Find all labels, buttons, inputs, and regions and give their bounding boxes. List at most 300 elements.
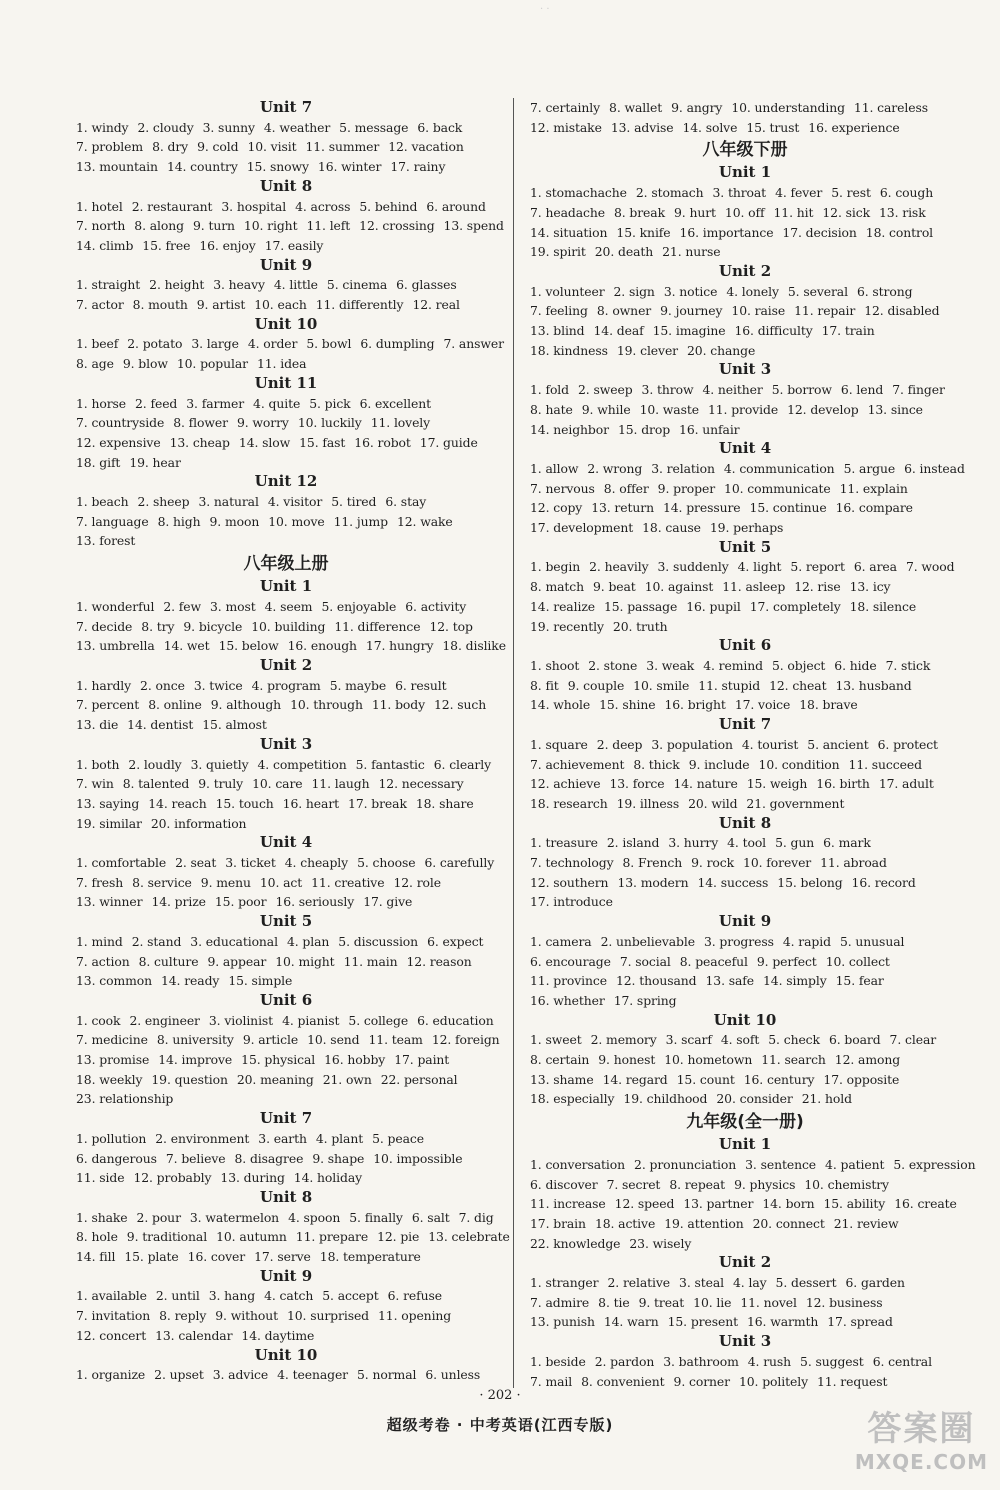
- answer-row: [76, 617, 496, 637]
- answer-item: 5. report: [790, 559, 845, 575]
- answer-item: 2. island: [606, 835, 660, 851]
- answer-item: 3. hang: [208, 1288, 256, 1304]
- answer-item: 6. glasses: [396, 277, 457, 293]
- answer-item: 16. seriously: [275, 894, 355, 910]
- answer-item: 19. hear: [129, 454, 181, 470]
- answer-item: 1. beside: [530, 1353, 586, 1369]
- answer-row: [530, 774, 960, 794]
- answer-row: [76, 932, 496, 952]
- answer-item: 16. record: [851, 874, 916, 890]
- answer-item: 13. partner: [683, 1196, 754, 1212]
- watermark-logo: [855, 1401, 988, 1474]
- answer-item: 10. hometown: [664, 1052, 753, 1068]
- answer-item: 9. honest: [598, 1052, 656, 1068]
- answer-item: 5. peace: [372, 1130, 424, 1146]
- unit-heading: Unit 7: [259, 1109, 313, 1128]
- answer-item: 18. silence: [849, 598, 917, 614]
- answer-item: 12. crossing: [359, 218, 435, 234]
- answer-item: 11. repair: [794, 303, 856, 319]
- answer-item: 14. neighbor: [530, 421, 609, 437]
- answer-item: 11. difference: [334, 618, 421, 634]
- answer-item: 20. truth: [612, 618, 668, 634]
- answer-item: 10. act: [259, 874, 303, 890]
- answer-item: 10. forever: [743, 855, 812, 871]
- answer-item: 19. childhood: [623, 1091, 708, 1107]
- answer-item: 14. whole: [530, 697, 591, 713]
- answer-item: 3. farmer: [186, 395, 245, 411]
- answer-item: 9. beat: [593, 579, 636, 595]
- answer-item: 10. popular: [176, 356, 248, 372]
- answer-item: 5. rest: [831, 185, 871, 201]
- answer-item: 13. forest: [76, 533, 136, 549]
- answer-item: 11. asleep: [722, 579, 786, 595]
- answer-item: 15. free: [142, 237, 191, 253]
- answer-item: 4. visitor: [267, 494, 323, 510]
- answer-item: 8. wallet: [609, 100, 663, 115]
- answer-row: [76, 873, 496, 893]
- answer-item: 5. suggest: [800, 1353, 864, 1369]
- answer-row: [76, 1129, 496, 1149]
- answer-item: 20. change: [687, 342, 756, 358]
- answer-item: 7. invitation: [76, 1308, 151, 1324]
- answer-item: 17. introduce: [530, 894, 613, 910]
- answer-item: 9. moon: [209, 513, 260, 529]
- answer-item: 5. discussion: [338, 933, 419, 949]
- answer-item: 6. unless: [425, 1367, 481, 1383]
- answer-item: 15. imagine: [652, 323, 726, 339]
- answer-item: 5. ancient: [807, 736, 869, 752]
- answer-row: [76, 1365, 496, 1385]
- answer-item: 3. suddenly: [657, 559, 729, 575]
- answer-item: 16. robot: [354, 434, 411, 450]
- answer-item: 19. similar: [76, 815, 142, 831]
- answer-item: 8. tie: [598, 1294, 630, 1310]
- answer-item: 13. punish: [530, 1314, 595, 1330]
- answer-item: 10. care: [252, 776, 303, 792]
- answer-item: 8. culture: [138, 953, 199, 969]
- answer-row: [76, 531, 496, 551]
- answer-row: [530, 853, 960, 873]
- answer-item: 7. dig: [458, 1209, 494, 1225]
- answer-row: [76, 512, 496, 532]
- answer-row: [530, 380, 960, 400]
- answer-item: 21. own: [322, 1071, 372, 1087]
- answer-item: 5. normal: [357, 1367, 417, 1383]
- answer-item: 1. stranger: [530, 1275, 599, 1291]
- answer-item: 1. straight: [76, 277, 141, 293]
- answer-item: 13. promise: [76, 1052, 150, 1068]
- answer-item: 17. break: [348, 795, 407, 811]
- answer-item: 3. population: [651, 736, 733, 752]
- answer-item: 23. wisely: [629, 1235, 692, 1251]
- answer-row: [530, 735, 960, 755]
- answer-item: 6. instead: [904, 460, 965, 476]
- answer-row: [76, 1227, 510, 1247]
- answer-item: 13. calendar: [155, 1327, 233, 1343]
- page-number: · 202 ·: [479, 1388, 521, 1403]
- answer-item: 3. relation: [651, 460, 715, 476]
- answer-item: 6. excellent: [359, 395, 431, 411]
- unit-heading: Unit 8: [259, 176, 313, 195]
- answer-item: 8. break: [613, 204, 665, 220]
- answer-item: 4. fever: [775, 185, 823, 201]
- answer-item: 9. without: [215, 1308, 278, 1324]
- answer-item: 3. hospital: [221, 198, 287, 214]
- answer-item: 12. such: [434, 697, 487, 713]
- answer-item: 1. volunteer: [530, 283, 605, 299]
- answer-item: 12. among: [834, 1052, 901, 1068]
- answer-item: 11. careless: [853, 100, 928, 115]
- answer-item: 4. seem: [264, 598, 313, 614]
- unit-heading: Unit 3: [718, 360, 772, 379]
- unit-heading: Unit 9: [718, 912, 772, 931]
- answer-row: [76, 1011, 496, 1031]
- answer-item: 14. wet: [163, 638, 210, 654]
- answer-item: 3. bathroom: [663, 1353, 739, 1369]
- answer-item: 13. cheap: [169, 434, 230, 450]
- answer-item: 9. hurt: [673, 204, 716, 220]
- answer-item: 3. hurry: [668, 835, 719, 851]
- answer-item: 13. celebrate: [428, 1229, 510, 1245]
- answer-row: [530, 873, 960, 893]
- answer-item: 11. jump: [333, 513, 388, 529]
- answer-item: 13. return: [591, 500, 654, 516]
- answer-item: 13. safe: [705, 973, 755, 989]
- unit-heading: Unit 1: [718, 1135, 772, 1154]
- answer-item: 9. truly: [198, 776, 244, 792]
- answer-item: 8. high: [157, 513, 201, 529]
- answer-item: 11. abroad: [820, 855, 887, 871]
- answer-item: 20. information: [150, 815, 247, 831]
- answer-item: 1. beef: [76, 336, 119, 352]
- answer-item: 18. weekly: [76, 1071, 143, 1087]
- answer-item: 12. necessary: [378, 776, 464, 792]
- answer-item: 16. pupil: [686, 598, 741, 614]
- answer-item: 7. answer: [443, 336, 504, 352]
- answer-item: 5. dessert: [775, 1275, 837, 1291]
- answer-item: 10. through: [290, 697, 363, 713]
- answer-item: 14. warn: [603, 1314, 659, 1330]
- answer-item: 9. menu: [200, 874, 251, 890]
- answer-item: 15. simple: [228, 973, 293, 989]
- answer-item: 10. chemistry: [804, 1176, 889, 1192]
- answer-item: 10. against: [644, 579, 714, 595]
- answer-item: 14. regard: [602, 1071, 668, 1087]
- answer-row: [530, 833, 960, 853]
- answer-item: 6. hide: [834, 657, 877, 673]
- answer-item: 4. neither: [702, 382, 763, 398]
- answer-row: [76, 118, 496, 138]
- answer-row: [530, 498, 960, 518]
- answer-item: 11. differently: [315, 297, 404, 313]
- unit-heading: Unit 10: [254, 314, 318, 333]
- answer-item: 15. ability: [823, 1196, 886, 1212]
- answer-item: 2. stomach: [635, 185, 704, 201]
- answer-item: 14. success: [697, 874, 769, 890]
- answer-item: 6. cough: [879, 185, 934, 201]
- answer-item: 7. north: [76, 218, 126, 234]
- answer-item: 8. French: [622, 855, 683, 871]
- answer-item: 8. convenient: [581, 1373, 665, 1389]
- answer-item: 18. active: [594, 1215, 656, 1231]
- answer-row: [76, 157, 496, 177]
- answer-item: 12. sick: [822, 204, 870, 220]
- answer-item: 9. article: [242, 1032, 299, 1048]
- answer-item: 12. top: [429, 618, 473, 634]
- answer-item: 4. remind: [703, 657, 763, 673]
- answer-item: 12. copy: [530, 500, 583, 516]
- answer-item: 16. unfair: [679, 421, 740, 437]
- answer-item: 4. lonely: [726, 283, 779, 299]
- answer-item: 15. touch: [215, 795, 274, 811]
- answer-item: 16. difficulty: [734, 323, 813, 339]
- answer-item: 13. during: [220, 1170, 285, 1186]
- answer-item: 10. communicate: [724, 480, 831, 496]
- answer-item: 18. brave: [799, 697, 858, 713]
- answer-item: 4. little: [273, 277, 318, 293]
- answer-item: 2. memory: [590, 1032, 657, 1048]
- answer-item: 13. risk: [879, 204, 926, 220]
- answer-item: 1. conversation: [530, 1156, 626, 1172]
- answer-item: 16. enjoy: [199, 237, 256, 253]
- answer-item: 18. especially: [530, 1091, 615, 1107]
- answer-item: 14. slow: [238, 434, 291, 450]
- answer-row: [530, 617, 960, 637]
- answer-item: 13. shame: [530, 1071, 594, 1087]
- answer-item: 2. pronunciation: [634, 1156, 737, 1172]
- answer-row: [76, 413, 496, 433]
- answer-item: 12. reason: [406, 953, 472, 969]
- unit-heading: Unit 2: [259, 655, 313, 674]
- answer-item: 17. decision: [782, 224, 857, 240]
- answer-row: [530, 1214, 960, 1234]
- answer-item: 15. passage: [603, 598, 678, 614]
- answer-item: 16. bright: [664, 697, 726, 713]
- answer-item: 8. service: [132, 874, 192, 890]
- answer-item: 5. pick: [309, 395, 351, 411]
- answer-item: 20. wild: [688, 795, 738, 811]
- answer-item: 9. journey: [660, 303, 723, 319]
- answer-row: [76, 295, 496, 315]
- answer-item: 12. disabled: [864, 303, 940, 319]
- answer-item: 12. wake: [396, 513, 453, 529]
- answer-row: [530, 1293, 960, 1313]
- answer-item: 11. lovely: [370, 415, 431, 431]
- answer-item: 9. rock: [691, 855, 735, 871]
- answer-item: 12. thousand: [615, 973, 697, 989]
- answer-item: 9. worry: [236, 415, 289, 431]
- answer-item: 10. waste: [639, 401, 699, 417]
- answer-item: 4. patient: [825, 1156, 885, 1172]
- answer-item: 18. kindness: [530, 342, 608, 358]
- answer-row: [530, 242, 960, 262]
- answer-item: 4. catch: [264, 1288, 314, 1304]
- answer-item: 16. create: [894, 1196, 957, 1212]
- answer-item: 16. importance: [679, 224, 774, 240]
- answer-item: 8. reply: [159, 1308, 207, 1324]
- answer-item: 6. lend: [840, 382, 884, 398]
- answer-item: 13. modern: [617, 874, 689, 890]
- answer-item: 1. beach: [76, 494, 129, 510]
- answer-item: 17. paint: [394, 1052, 450, 1068]
- answer-item: 9. include: [688, 756, 750, 772]
- answer-item: 7. clear: [889, 1032, 937, 1048]
- answer-item: 7. win: [76, 776, 114, 792]
- answer-item: 19. illness: [616, 795, 680, 811]
- answer-item: 11. search: [761, 1052, 826, 1068]
- answer-item: 17. easily: [264, 237, 324, 253]
- answer-item: 4. tourist: [741, 736, 799, 752]
- answer-item: 1. mind: [76, 933, 123, 949]
- answer-item: 14. holiday: [293, 1170, 363, 1186]
- answer-item: 11. opening: [378, 1308, 452, 1324]
- answer-item: 4. tool: [727, 835, 767, 851]
- unit-heading: Unit 4: [718, 439, 772, 458]
- answer-item: 10. luckily: [297, 415, 362, 431]
- answer-row: [76, 197, 496, 217]
- answer-row: [76, 952, 496, 972]
- answer-item: 14. situation: [530, 224, 608, 240]
- answer-item: 7. language: [76, 513, 149, 529]
- answer-item: 14. deaf: [593, 323, 644, 339]
- answer-item: 8. certain: [530, 1052, 590, 1068]
- answer-item: 19. spirit: [530, 244, 586, 260]
- answer-item: 7. countryside: [76, 415, 165, 431]
- answer-item: 6. result: [395, 677, 447, 693]
- answer-item: 9. proper: [657, 480, 716, 496]
- answer-item: 17. spring: [613, 992, 677, 1008]
- answer-item: 5. college: [348, 1012, 409, 1028]
- answer-item: 4. pianist: [282, 1012, 340, 1028]
- answer-item: 2. pour: [136, 1209, 181, 1225]
- answer-row: [76, 1050, 496, 1070]
- answer-row: [76, 236, 496, 256]
- answer-item: 7. headache: [530, 204, 605, 220]
- answer-row: [76, 1286, 496, 1306]
- answer-item: 17. hungry: [365, 638, 434, 654]
- answer-item: 8. repeat: [669, 1176, 726, 1192]
- answer-item: 12. real: [412, 297, 460, 313]
- watermark-url: MXQE.COM: [854, 1450, 988, 1474]
- unit-heading: Unit 10: [713, 1010, 777, 1029]
- answer-item: 8. thick: [633, 756, 680, 772]
- answer-row: [530, 400, 960, 420]
- answer-item: 3. heavy: [213, 277, 265, 293]
- answer-item: 14. fill: [76, 1249, 116, 1265]
- answer-item: 10. understanding: [731, 100, 845, 115]
- answer-item: 16. century: [743, 1071, 815, 1087]
- answer-row: [530, 1194, 960, 1214]
- answer-item: 7. certainly: [530, 100, 601, 115]
- answer-item: 15. weigh: [746, 776, 808, 792]
- answer-item: 17. voice: [734, 697, 791, 713]
- answer-row: [530, 597, 960, 617]
- answer-item: 14. improve: [158, 1052, 233, 1068]
- answer-item: 18. control: [865, 224, 934, 240]
- answer-row: [530, 1352, 960, 1372]
- answer-item: 10. raise: [731, 303, 786, 319]
- answer-item: 4. teenager: [277, 1367, 349, 1383]
- answer-item: 13. spend: [443, 218, 504, 234]
- answer-item: 18. gift: [76, 454, 121, 470]
- answer-row: [76, 715, 496, 735]
- answer-item: 15. plate: [124, 1249, 179, 1265]
- answer-item: 20. death: [594, 244, 654, 260]
- answer-row: [530, 1312, 960, 1332]
- answer-item: 1. organize: [76, 1367, 146, 1383]
- answer-item: 1. comfortable: [76, 855, 167, 871]
- answer-item: 7. social: [619, 953, 671, 969]
- answer-item: 2. relative: [607, 1275, 671, 1291]
- answer-item: 12. vacation: [388, 139, 464, 155]
- answer-item: 5. enjoyable: [321, 598, 397, 614]
- answer-item: 11. stupid: [698, 677, 761, 693]
- answer-item: 2. seat: [175, 855, 217, 871]
- answer-item: 1. available: [76, 1288, 147, 1304]
- answer-item: 1. square: [530, 736, 588, 752]
- answer-item: 11. idea: [256, 356, 307, 372]
- answer-item: 2. few: [163, 598, 202, 614]
- unit-heading: Unit 7: [718, 715, 772, 734]
- answer-item: 5. accept: [322, 1288, 379, 1304]
- answer-item: 7. achievement: [530, 756, 625, 772]
- answer-item: 11. side: [76, 1170, 125, 1186]
- answer-item: 23. relationship: [76, 1091, 174, 1107]
- answer-item: 10. politely: [738, 1373, 809, 1389]
- answer-item: 4. communication: [723, 460, 835, 476]
- answer-row: [76, 794, 496, 814]
- answer-row: [76, 137, 496, 157]
- answer-item: 15. physical: [241, 1052, 316, 1068]
- unit-heading: Unit 4: [259, 833, 313, 852]
- answer-row: [530, 479, 960, 499]
- answer-row: [530, 1175, 960, 1195]
- answer-item: 7. action: [76, 953, 130, 969]
- answer-row: [530, 1070, 960, 1090]
- unit-heading: Unit 12: [254, 472, 318, 491]
- answer-row: [76, 892, 496, 912]
- answer-item: 1. pollution: [76, 1130, 147, 1146]
- answer-item: 22. personal: [380, 1071, 458, 1087]
- answer-row: [530, 118, 960, 138]
- answer-item: 4. order: [247, 336, 298, 352]
- answer-item: 1. wonderful: [76, 598, 155, 614]
- answer-item: 2. height: [149, 277, 205, 293]
- answer-item: 2. cloudy: [137, 119, 194, 135]
- answer-item: 8. disagree: [234, 1150, 304, 1166]
- answer-row: [530, 203, 960, 223]
- answer-item: 12. foreign: [431, 1032, 500, 1048]
- answer-item: 3. twice: [193, 677, 243, 693]
- answer-item: 5. unusual: [839, 933, 905, 949]
- answer-item: 11. province: [530, 973, 607, 989]
- answer-row: [76, 1247, 496, 1267]
- answer-row: [530, 420, 960, 440]
- answer-item: 6. protect: [877, 736, 938, 752]
- answer-item: 7. technology: [530, 855, 614, 871]
- answer-item: 15. continue: [749, 500, 827, 516]
- answer-item: 11. left: [306, 218, 351, 234]
- answer-item: 7. wood: [905, 559, 955, 575]
- answer-item: 14. born: [762, 1196, 815, 1212]
- answer-item: 3. weak: [646, 657, 695, 673]
- answer-item: 15. below: [218, 638, 279, 654]
- answer-item: 16. warmth: [746, 1314, 819, 1330]
- answer-item: 17. give: [363, 894, 413, 910]
- answer-item: 14. solve: [682, 119, 738, 135]
- answer-item: 13. common: [76, 973, 152, 989]
- answer-item: 5. borrow: [771, 382, 832, 398]
